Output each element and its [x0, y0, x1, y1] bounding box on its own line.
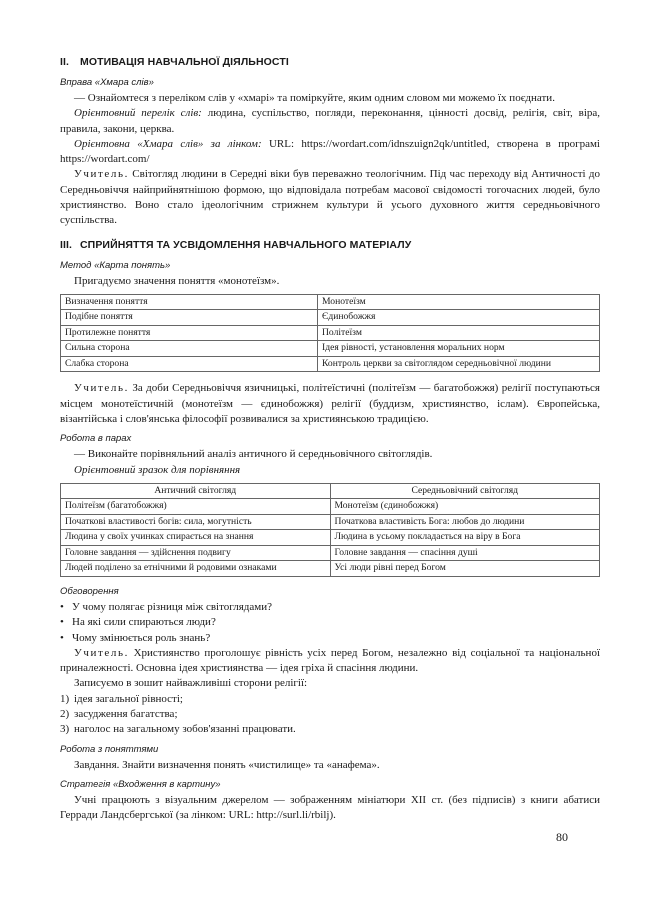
strategy-text: Учні працюють з візуальним джерелом — зображенням мініатюри XII ст. (без підписів) з книги абатиси Герради Ландсбергської (за лінком: URL: http://surl.li/rbilj). [60, 793, 600, 822]
header-ancient: Античний світогляд [61, 483, 331, 499]
list-item: • У чому полягає різниця між світоглядами? [60, 600, 600, 615]
concept-value-cell: Монотеїзм [318, 294, 600, 310]
list-item: 2) засудження багатства; [60, 708, 178, 721]
concepts-work-title: Робота з поняттями [60, 743, 159, 755]
medieval-cell: Усі люди рівні перед Богом [330, 561, 600, 577]
medieval-cell: Людина в усьому покладається на віру в Бога [330, 530, 600, 546]
list-item: • Чому змінюється роль знань? [60, 631, 600, 646]
header-medieval: Середньовічний світогляд [330, 483, 600, 499]
table-row [61, 514, 600, 530]
concept-key-cell: Слабка сторона [61, 356, 318, 372]
table-header-row [61, 483, 600, 499]
pair-work-title: Робота в парах [60, 433, 132, 445]
exercise-task: — Ознайомтеся з переліком слів у «хмарі» та поміркуйте, яким одним словом ми можемо їх поєднати. [74, 92, 555, 104]
teacher-paragraph-2: Учитель. За доби Середньовіччя язичницькі, політеїстичні (політеїзм — багатобожжя) релігії поступаються місцем монотеїстичній (монотеїзм — єдинобожжя) релігії (буддизм, християнство, іслам). Європейська, візантійська і слов'янська філософії розвивалися за християнською традицією. [60, 382, 600, 426]
concept-value-cell: Політеїзм [318, 325, 600, 341]
concepts-work-task: Завдання. Знайти визначення понять «чистилище» та «анафема». [74, 758, 380, 771]
notebook-intro: Записуємо в зошит найважливіші сторони релігії: [74, 677, 308, 690]
method-title: Метод «Карта понять» [60, 259, 171, 271]
method-intro: Пригадуємо значення поняття «монотеїзм». [74, 274, 280, 287]
religion-aspects-list [60, 692, 600, 738]
concept-key-cell: Сильна сторона [61, 341, 318, 357]
word-list: Орієнтовний перелік слів: людина, суспільство, погляди, переконання, цінності досвід, релігія, світ, віра, правила, закони, церква. [60, 107, 601, 135]
teacher-paragraph-3: Учитель. Християнство проголошує рівність усіх перед Богом, незалежно від соціальної та національної приналежності. Основна ідея християнства — ідея гріха й спасіння людини. [60, 646, 600, 675]
ancient-cell: Початкові властивості богів: сила, могутність [61, 514, 331, 530]
exercise-title: Вправа «Хмара слів» [60, 77, 154, 88]
concept-key-cell: Протилежне поняття [61, 325, 318, 341]
comparison-sample-label: Орієнтовний зразок для порівняння [74, 463, 241, 476]
table-row [61, 310, 600, 326]
ancient-cell: Політеїзм (багатобожжя) [61, 499, 331, 515]
list-item: 1) ідея загальної рівності; [60, 692, 183, 705]
table-row [61, 356, 600, 372]
word-cloud-link: Орієнтовна «Хмара слів» за лінком: URL: https://wordart.com/idnszuign2qk/untitled, створена в програмі https://wordart.com/ [60, 137, 600, 166]
teacher-paragraph-1: Учитель. Світогляд людини в Середні віки був переважно теологічним. Під час переходу від Античності до Середньовіччя найприйнятнішою формою, що відповідала потребам масової свідомості тогочасних людей, було християнство. Воно стало ідеологічним стрижнем культури й усього духовного життя середньовічного суспільства. [60, 168, 600, 227]
table-row [61, 294, 600, 310]
discussion-title: Обговорення [60, 585, 119, 597]
comparison-table [60, 483, 600, 577]
ancient-cell: Людей поділено за етнічними й родовими ознаками [61, 561, 331, 577]
table-row [61, 325, 600, 341]
concept-map-table [60, 294, 600, 373]
medieval-cell: Головне завдання — спасіння душі [330, 545, 600, 561]
list-item: • На які сили спираються люди? [60, 615, 600, 630]
table-row [61, 530, 600, 546]
concept-key-cell: Подібне поняття [61, 310, 318, 326]
concept-value-cell: Контроль церкви за світоглядом середньовічної людини [318, 356, 600, 372]
section-heading-perception: III. СПРИЙНЯТТЯ ТА УСВІДОМЛЕННЯ НАВЧАЛЬНОГО МАТЕРІАЛУ [60, 238, 412, 251]
table-row [61, 545, 600, 561]
concept-key-cell: Визначення поняття [61, 294, 318, 310]
discussion-questions [60, 600, 600, 646]
page-number: 80 [556, 830, 568, 844]
medieval-cell: Початкова властивість Бога: любов до людини [330, 514, 600, 530]
list-item: 3) наголос на загальному зобов'язанні працювати. [60, 723, 296, 736]
table-row [61, 341, 600, 357]
table-row [61, 561, 600, 577]
pair-work-task: — Виконайте порівняльний аналіз античного й середньовічного світоглядів. [74, 448, 433, 461]
table-row [61, 499, 600, 515]
concept-value-cell: Ідея рівності, установлення моральних норм [318, 341, 600, 357]
page-content [60, 56, 600, 824]
section-heading-motivation: II. МОТИВАЦІЯ НАВЧАЛЬНОЇ ДІЯЛЬНОСТІ [60, 56, 289, 68]
concept-value-cell: Єдинобожжя [318, 310, 600, 326]
strategy-title: Стратегія «Входження в картину» [60, 778, 221, 790]
medieval-cell: Монотеїзм (єдинобожжя) [330, 499, 600, 515]
ancient-cell: Головне завдання — здійснення подвигу [61, 545, 331, 561]
ancient-cell: Людина у своїх учинках спирається на знання [61, 530, 331, 546]
